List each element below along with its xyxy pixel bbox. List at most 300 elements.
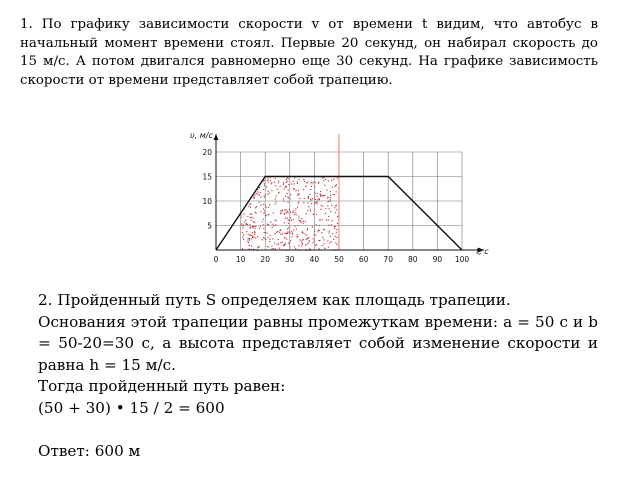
fill-dot — [307, 210, 308, 211]
fill-dot — [303, 221, 304, 222]
fill-dot — [293, 219, 294, 220]
fill-dot — [312, 198, 313, 199]
fill-dot — [322, 206, 323, 207]
fill-dot — [293, 210, 294, 211]
fill-dot — [256, 206, 257, 207]
fill-dot — [315, 182, 316, 183]
fill-dot — [280, 213, 281, 214]
fill-dot — [299, 239, 300, 240]
fill-dot — [249, 235, 250, 236]
fill-dot — [298, 190, 299, 191]
fill-dot — [249, 239, 250, 240]
fill-dot — [329, 231, 330, 232]
fill-dot — [297, 183, 298, 184]
fill-dot — [306, 182, 307, 183]
fill-dot — [301, 245, 302, 246]
fill-dot — [260, 196, 261, 197]
fill-dot — [305, 245, 306, 246]
fill-dot — [288, 178, 289, 179]
fill-dot — [268, 207, 269, 208]
fill-dot — [257, 193, 258, 194]
fill-dot — [336, 209, 337, 210]
fill-dot — [250, 234, 251, 235]
fill-dot — [299, 194, 300, 195]
fill-dot — [280, 210, 281, 211]
fill-dot — [324, 185, 325, 186]
x-tick-label: 50 — [334, 255, 344, 264]
fill-dot — [268, 247, 269, 248]
fill-dot — [248, 234, 249, 235]
fill-dot — [332, 220, 333, 221]
fill-dot — [279, 232, 280, 233]
fill-dot — [310, 199, 311, 200]
fill-dot — [285, 218, 286, 219]
fill-dot — [294, 246, 295, 247]
fill-dot — [294, 226, 295, 227]
fill-dot — [284, 233, 285, 234]
fill-dot — [290, 194, 291, 195]
fill-dot — [287, 212, 288, 213]
fill-dot — [311, 203, 312, 204]
fill-dot — [325, 213, 326, 214]
fill-dot — [305, 186, 306, 187]
fill-dot — [280, 234, 281, 235]
fill-dot — [275, 198, 276, 199]
fill-dot — [288, 220, 289, 221]
fill-dot — [249, 245, 250, 246]
fill-dot — [328, 232, 329, 233]
fill-dot — [250, 217, 251, 218]
fill-dot — [292, 232, 293, 233]
fill-dot — [316, 203, 317, 204]
fill-dot — [310, 189, 311, 190]
fill-dot — [335, 212, 336, 213]
fill-dot — [252, 227, 253, 228]
fill-dot — [274, 219, 275, 220]
y-tick-label: 10 — [202, 197, 212, 206]
fill-dot — [277, 231, 278, 232]
fill-dot — [313, 238, 314, 239]
fill-dot — [315, 235, 316, 236]
fill-dot — [329, 208, 330, 209]
fill-dot — [298, 203, 299, 204]
fill-dot — [280, 229, 281, 230]
fill-dot — [243, 213, 244, 214]
fill-dot — [317, 193, 318, 194]
y-tick-label: 20 — [202, 148, 212, 157]
fill-dot — [259, 228, 260, 229]
fill-dot — [284, 222, 285, 223]
solution-section — [38, 290, 598, 462]
fill-dot — [260, 192, 261, 193]
fill-dot — [286, 233, 287, 234]
fill-dot — [272, 227, 273, 228]
fill-dot — [323, 195, 324, 196]
fill-dot — [288, 197, 289, 198]
fill-dot — [247, 224, 248, 225]
fill-dot — [295, 208, 296, 209]
fill-dot — [263, 208, 264, 209]
fill-dot — [296, 190, 297, 191]
fill-dot — [328, 216, 329, 217]
fill-dot — [249, 248, 250, 249]
fill-dot — [297, 181, 298, 182]
fill-dot — [242, 237, 243, 238]
fill-dot — [318, 181, 319, 182]
fill-dot — [331, 180, 332, 181]
fill-dot — [322, 178, 323, 179]
fill-dot — [246, 224, 247, 225]
fill-dot — [286, 186, 287, 187]
fill-dot — [327, 198, 328, 199]
fill-dot — [275, 185, 276, 186]
x-tick-label: 0 — [213, 255, 219, 264]
fill-dot — [270, 180, 271, 181]
fill-dot — [252, 226, 253, 227]
fill-dot — [293, 188, 294, 189]
fill-dot — [250, 214, 251, 215]
fill-dot — [308, 237, 309, 238]
fill-dot — [301, 218, 302, 219]
fill-dot — [254, 198, 255, 199]
fill-dot — [332, 233, 333, 234]
fill-dot — [274, 182, 275, 183]
fill-dot — [322, 219, 323, 220]
fill-dot — [283, 198, 284, 199]
fill-dot — [308, 196, 309, 197]
fill-dot — [290, 217, 291, 218]
fill-dot — [288, 227, 289, 228]
fill-dot — [275, 204, 276, 205]
solution-line-1: 2. Пройденный путь S определяем как площадь трапеции. — [38, 291, 511, 309]
fill-dot — [287, 233, 288, 234]
solution-formula: (50 + 30) • 15 / 2 = 600 — [38, 398, 225, 417]
fill-dot — [284, 210, 285, 211]
fill-dot — [259, 246, 260, 247]
fill-dot — [288, 223, 289, 224]
fill-dot — [286, 232, 287, 233]
fill-dot — [320, 191, 321, 192]
fill-dot — [267, 194, 268, 195]
fill-dot — [308, 198, 309, 199]
fill-dot — [325, 179, 326, 180]
fill-dot — [322, 237, 323, 238]
fill-dot — [253, 221, 254, 222]
fill-dot — [294, 183, 295, 184]
fill-dot — [324, 248, 325, 249]
fill-dot — [305, 239, 306, 240]
fill-dot — [336, 244, 337, 245]
fill-dot — [266, 186, 267, 187]
fill-dot — [307, 238, 308, 239]
fill-dot — [241, 224, 242, 225]
fill-dot — [336, 232, 337, 233]
fill-dot — [296, 228, 297, 229]
fill-dot — [268, 224, 269, 225]
fill-dot — [309, 240, 310, 241]
fill-dot — [297, 234, 298, 235]
fill-dot — [284, 244, 285, 245]
fill-dot — [278, 239, 279, 240]
fill-dot — [311, 186, 312, 187]
solution-line-3: Тогда пройденный путь равен: — [38, 377, 286, 395]
fill-dot — [244, 221, 245, 222]
fill-dot — [334, 226, 335, 227]
fill-dot — [307, 229, 308, 230]
fill-dot — [294, 214, 295, 215]
fill-dot — [248, 242, 249, 243]
fill-dot — [333, 239, 334, 240]
fill-dot — [298, 179, 299, 180]
fill-dot — [270, 235, 271, 236]
fill-dot — [320, 196, 321, 197]
fill-dot — [302, 243, 303, 244]
fill-dot — [285, 209, 286, 210]
fill-dot — [333, 179, 334, 180]
fill-dot — [276, 202, 277, 203]
fill-dot — [271, 182, 272, 183]
fill-dot — [282, 242, 283, 243]
x-axis-label: t, с — [476, 247, 489, 256]
fill-dot — [254, 231, 255, 232]
x-tick-label: 100 — [454, 255, 470, 264]
fill-dot — [254, 237, 255, 238]
fill-dot — [242, 248, 243, 249]
fill-dot — [299, 245, 300, 246]
fill-dot — [302, 231, 303, 232]
fill-dot — [243, 239, 244, 240]
x-tick-label: 20 — [260, 255, 270, 264]
fill-dot — [273, 248, 274, 249]
fill-dot — [312, 242, 313, 243]
fill-dot — [275, 233, 276, 234]
fill-dot — [323, 180, 324, 181]
fill-dot — [251, 220, 252, 221]
fill-dot — [319, 240, 320, 241]
fill-dot — [288, 184, 289, 185]
fill-dot — [315, 245, 316, 246]
fill-dot — [285, 187, 286, 188]
fill-dot — [303, 202, 304, 203]
fill-dot — [267, 179, 268, 180]
fill-dot — [334, 207, 335, 208]
fill-dot — [321, 232, 322, 233]
fill-dot — [271, 183, 272, 184]
fill-dot — [242, 227, 243, 228]
fill-dot — [303, 233, 304, 234]
fill-dot — [293, 181, 294, 182]
fill-dot — [288, 190, 289, 191]
fill-dot — [308, 202, 309, 203]
fill-dot — [293, 212, 294, 213]
fill-dot — [307, 228, 308, 229]
fill-dot — [257, 191, 258, 192]
fill-dot — [278, 180, 279, 181]
fill-dot — [254, 228, 255, 229]
fill-dot — [275, 178, 276, 179]
fill-dot — [250, 227, 251, 228]
fill-dot — [303, 223, 304, 224]
fill-dot — [245, 220, 246, 221]
fill-dot — [328, 180, 329, 181]
fill-dot — [269, 193, 270, 194]
fill-dot — [272, 238, 273, 239]
fill-dot — [265, 206, 266, 207]
fill-dot — [248, 206, 249, 207]
fill-dot — [276, 220, 277, 221]
fill-dot — [318, 248, 319, 249]
fill-dot — [329, 242, 330, 243]
fill-dot — [320, 209, 321, 210]
fill-dot — [336, 184, 337, 185]
fill-dot — [330, 236, 331, 237]
fill-dot — [306, 213, 307, 214]
fill-dot — [282, 233, 283, 234]
fill-dot — [270, 222, 271, 223]
fill-dot — [257, 236, 258, 237]
fill-dot — [294, 177, 295, 178]
fill-dot — [330, 197, 331, 198]
fill-dot — [296, 237, 297, 238]
fill-dot — [267, 191, 268, 192]
fill-dot — [286, 182, 287, 183]
fill-dot — [316, 224, 317, 225]
fill-dot — [250, 207, 251, 208]
fill-dot — [267, 233, 268, 234]
fill-dot — [303, 189, 304, 190]
fill-dot — [326, 189, 327, 190]
fill-dot — [251, 217, 252, 218]
fill-dot — [269, 204, 270, 205]
velocity-time-chart-svg — [180, 130, 500, 280]
fill-dot — [316, 214, 317, 215]
y-axis-label: υ, м/с — [190, 131, 213, 140]
fill-dot — [260, 211, 261, 212]
fill-dot — [337, 178, 338, 179]
y-tick-label: 5 — [207, 221, 212, 231]
fill-dot — [276, 196, 277, 197]
fill-dot — [336, 229, 337, 230]
fill-dot — [306, 235, 307, 236]
fill-dot — [319, 219, 320, 220]
fill-dot — [288, 202, 289, 203]
fill-dot — [302, 244, 303, 245]
fill-dot — [330, 195, 331, 196]
fill-dot — [263, 228, 264, 229]
fill-dot — [334, 185, 335, 186]
fill-dot — [304, 198, 305, 199]
fill-dot — [326, 220, 327, 221]
fill-dot — [284, 188, 285, 189]
fill-dot — [247, 241, 248, 242]
fill-dot — [319, 199, 320, 200]
problem-text-part1: 1. По графику зависимости скорости v от времени t видим, что автобус в начальный момент времени стоял. Первые 20 секунд, он набирал скорость до 15 м/с. А потом двигался равномерно еще 30 секунд. На графике зависимость скорости от времени представляет собой трапецию. — [20, 17, 598, 88]
fill-dot — [287, 218, 288, 219]
fill-dot — [328, 247, 329, 248]
fill-dot — [298, 201, 299, 202]
x-tick-label: 30 — [285, 255, 295, 264]
fill-dot — [283, 182, 284, 183]
fill-dot — [298, 218, 299, 219]
fill-dot — [288, 242, 289, 243]
fill-dot — [308, 206, 309, 207]
fill-dot — [334, 194, 335, 195]
fill-dot — [293, 229, 294, 230]
fill-dot — [296, 214, 297, 215]
fill-dot — [287, 181, 288, 182]
fill-dot — [282, 210, 283, 211]
fill-dot — [316, 244, 317, 245]
solution-paragraph: Основания этой трапеции равны промежуткам времени: a = 50 с и b = 50-20=30 с, а высота представляет собой изменение скорости и равна h = 15 м/с. — [38, 312, 598, 374]
fill-dot — [312, 226, 313, 227]
fill-dot — [262, 221, 263, 222]
fill-dot — [262, 239, 263, 240]
fill-dot — [291, 220, 292, 221]
fill-dot — [331, 241, 332, 242]
fill-dot — [254, 222, 255, 223]
fill-dot — [333, 194, 334, 195]
x-tick-label: 40 — [309, 255, 320, 264]
fill-dot — [271, 246, 272, 247]
fill-dot — [310, 209, 311, 210]
fill-dot — [309, 248, 310, 249]
fill-dot — [334, 228, 335, 229]
fill-dot — [269, 239, 270, 240]
fill-dot — [249, 204, 250, 205]
fill-dot — [272, 224, 273, 225]
fill-dot — [337, 223, 338, 224]
x-tick-label: 90 — [432, 255, 443, 264]
fill-dot — [291, 183, 292, 184]
fill-dot — [251, 235, 252, 236]
fill-dot — [298, 216, 299, 217]
fill-dot — [303, 239, 304, 240]
fill-dot — [284, 214, 285, 215]
fill-dot — [253, 226, 254, 227]
fill-dot — [309, 241, 310, 242]
fill-dot — [267, 246, 268, 247]
fill-dot — [257, 247, 258, 248]
fill-dot — [263, 237, 264, 238]
fill-dot — [330, 199, 331, 200]
fill-dot — [287, 193, 288, 194]
fill-dot — [252, 232, 253, 233]
fill-dot — [286, 212, 287, 213]
fill-dot — [309, 194, 310, 195]
fill-dot — [302, 240, 303, 241]
fill-dot — [264, 232, 265, 233]
fill-dot — [292, 211, 293, 212]
fill-dot — [251, 214, 252, 215]
fill-dot — [307, 243, 308, 244]
fill-dot — [323, 243, 324, 244]
fill-dot — [330, 211, 331, 212]
fill-dot — [242, 232, 243, 233]
fill-dot — [328, 219, 329, 220]
fill-dot — [325, 208, 326, 209]
fill-dot — [324, 239, 325, 240]
fill-dot — [337, 237, 338, 238]
fill-dot — [288, 232, 289, 233]
fill-dot — [307, 197, 308, 198]
x-tick-label: 80 — [408, 255, 418, 264]
fill-dot — [248, 238, 249, 239]
fill-dot — [313, 182, 314, 183]
fill-dot — [317, 199, 318, 200]
fill-dot — [276, 244, 277, 245]
fill-dot — [278, 192, 279, 193]
fill-dot — [310, 182, 311, 183]
